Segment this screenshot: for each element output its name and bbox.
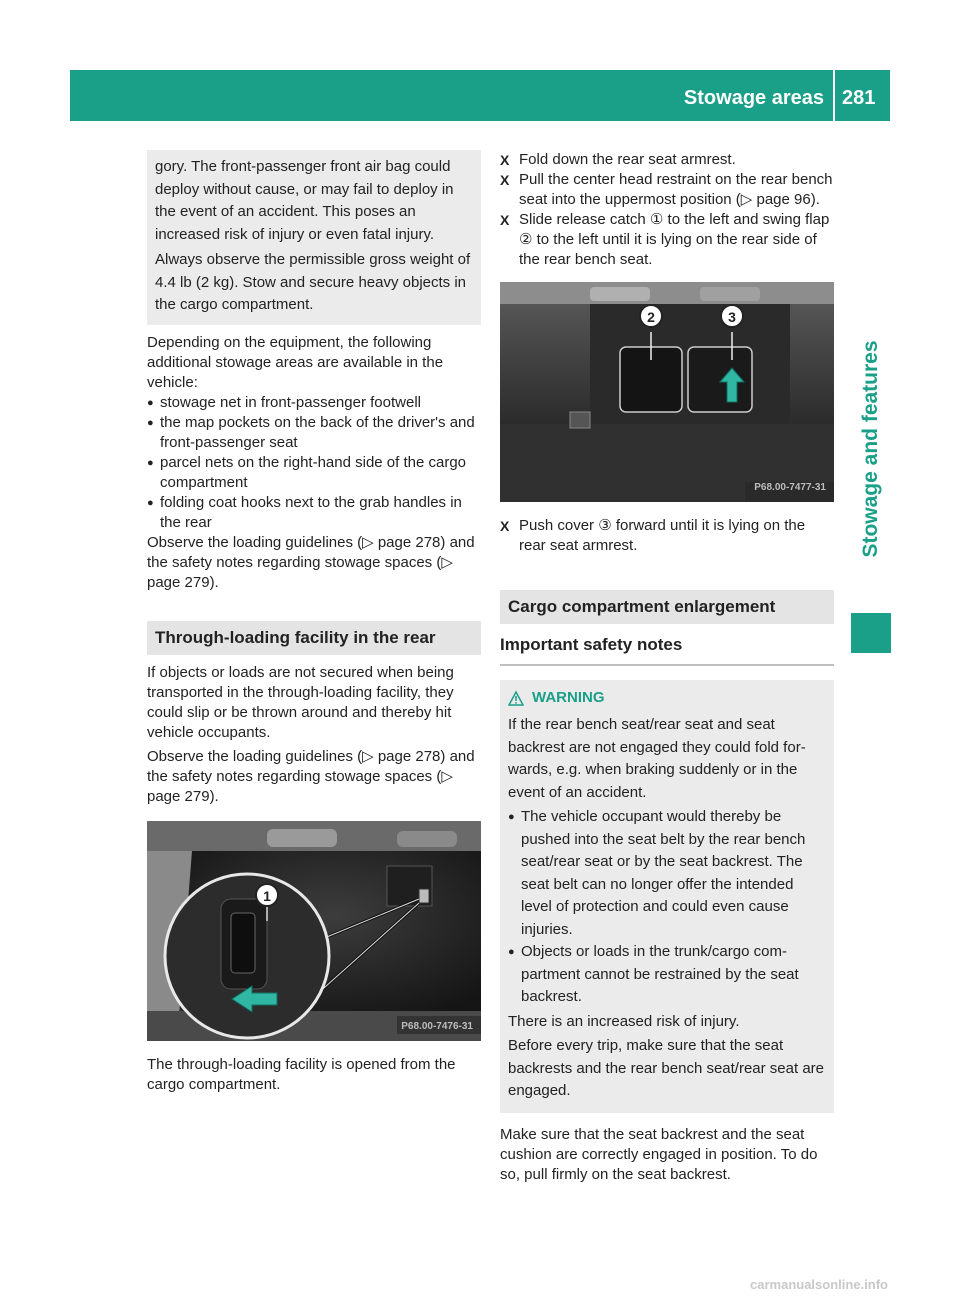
left-column: [147, 150, 481, 1095]
observe-guidelines-1: Observe the loading guidelines (▷ page 278) and the safety notes regarding stowage spaces (▷ page 279).: [147, 533, 475, 591]
section-title-cargo: Cargo compartment enlargement: [500, 590, 834, 624]
step-item: X Slide release catch ① to the left and swing flap ② to the left until it is lying on the rear side of the rear bench seat.: [500, 210, 834, 270]
stowage-list: [147, 393, 481, 533]
steps-list: [500, 150, 834, 270]
list-item: ● parcel nets on the right-hand side of the cargo compartment: [147, 453, 481, 493]
warning-triangle-icon: [508, 691, 524, 706]
observe-guidelines-2: Observe the loading guidelines (▷ page 278) and the safety notes regarding stowage spaces (▷ page 279).: [147, 747, 475, 805]
step-item: X Push cover ③ forward until it is lying on the rear seat armrest.: [500, 516, 834, 556]
right-column: [500, 150, 834, 1185]
through-loading-photo: [147, 821, 481, 1041]
list-item: ● folding coat hooks next to the grab handles in the rear: [147, 493, 481, 533]
photo-rear-seat: [500, 282, 834, 502]
callout-3: 3: [720, 304, 744, 328]
step-item: X Pull the center head restraint on the rear bench seat into the uppermost position (▷ page 96).: [500, 170, 834, 210]
page-number: 281: [842, 87, 876, 109]
through-loading-paragraph: If objects or loads are not secured when being transported in the through-loading facility, they could slip or be thrown around and thereby hit vehicle occupants.: [147, 663, 454, 741]
rear-seat-photo: [500, 282, 834, 502]
intro-paragraph: Depending on the equipment, the following additional stowage areas are available in the vehicle:: [147, 333, 444, 391]
photo-through-loading: [147, 821, 481, 1041]
photo-code: P68.00-7476-31: [401, 1020, 473, 1032]
section-title-through-loading: Through-loading facility in the rear: [147, 621, 481, 655]
warning-risk: There is an increased risk of injury.: [508, 1012, 740, 1030]
warning-advice: Before every trip, make sure that the seat backrests and the rear bench seat/rear seat are engaged.: [508, 1037, 825, 1099]
final-paragraph: Make sure that the seat backrest and the seat cushion are correctly engaged in position. To do so, pull firmly on the seat backrest.: [500, 1125, 818, 1183]
list-item: ● The vehicle occupant would thereby be pushed into the seat belt by the rear bench seat/rear seat or by the seat backrest. The seat belt can no longer offer the intended level of protection and could even cause injuries.: [508, 806, 826, 941]
callout-2: 2: [639, 304, 663, 328]
list-item: ● the map pockets on the back of the driver's and front-passenger seat: [147, 413, 481, 453]
step-item: X Fold down the rear seat armrest.: [500, 150, 834, 170]
list-item: ● stowage net in front-passenger footwell: [147, 393, 481, 413]
list-item: ● Objects or loads in the trunk/cargo com-partment cannot be restrained by the seat backrest.: [508, 941, 826, 1009]
photo-code: P68.00-7477-31: [754, 482, 826, 493]
warning-continued-text: Always observe the permissible gross weight of 4.4 lb (2 kg). Stow and secure heavy objects in the cargo compartment.: [155, 251, 471, 313]
warning-list: [508, 806, 826, 1009]
steps-list-after: [500, 516, 834, 556]
callout-1: 1: [255, 883, 279, 907]
subsection-title-safety: Important safety notes: [500, 634, 834, 666]
header-divider: [833, 70, 835, 121]
side-tab-label: Stowage and features: [859, 340, 882, 558]
side-marker: [851, 613, 891, 653]
warning-intro: If the rear bench seat/rear seat and seat backrest are not engaged they could fold for-wards, e.g. when braking suddenly or in the event of an accident.: [508, 716, 806, 801]
warning-header: [508, 688, 826, 708]
warning-title: WARNING: [532, 689, 605, 706]
warning-continued-text: gory. The front-passenger front air bag could deploy without cause, or may fail to deploy in the event of an accident. This poses an increased risk of injury or even fatal injury.: [155, 158, 454, 243]
watermark: carmanualsonline.info: [750, 1277, 888, 1292]
warning-box: [500, 680, 834, 1113]
photo-caption: The through-loading facility is opened from the cargo compartment.: [147, 1055, 456, 1093]
warning-continued-box: [147, 150, 481, 325]
header-title: Stowage areas: [683, 87, 824, 109]
